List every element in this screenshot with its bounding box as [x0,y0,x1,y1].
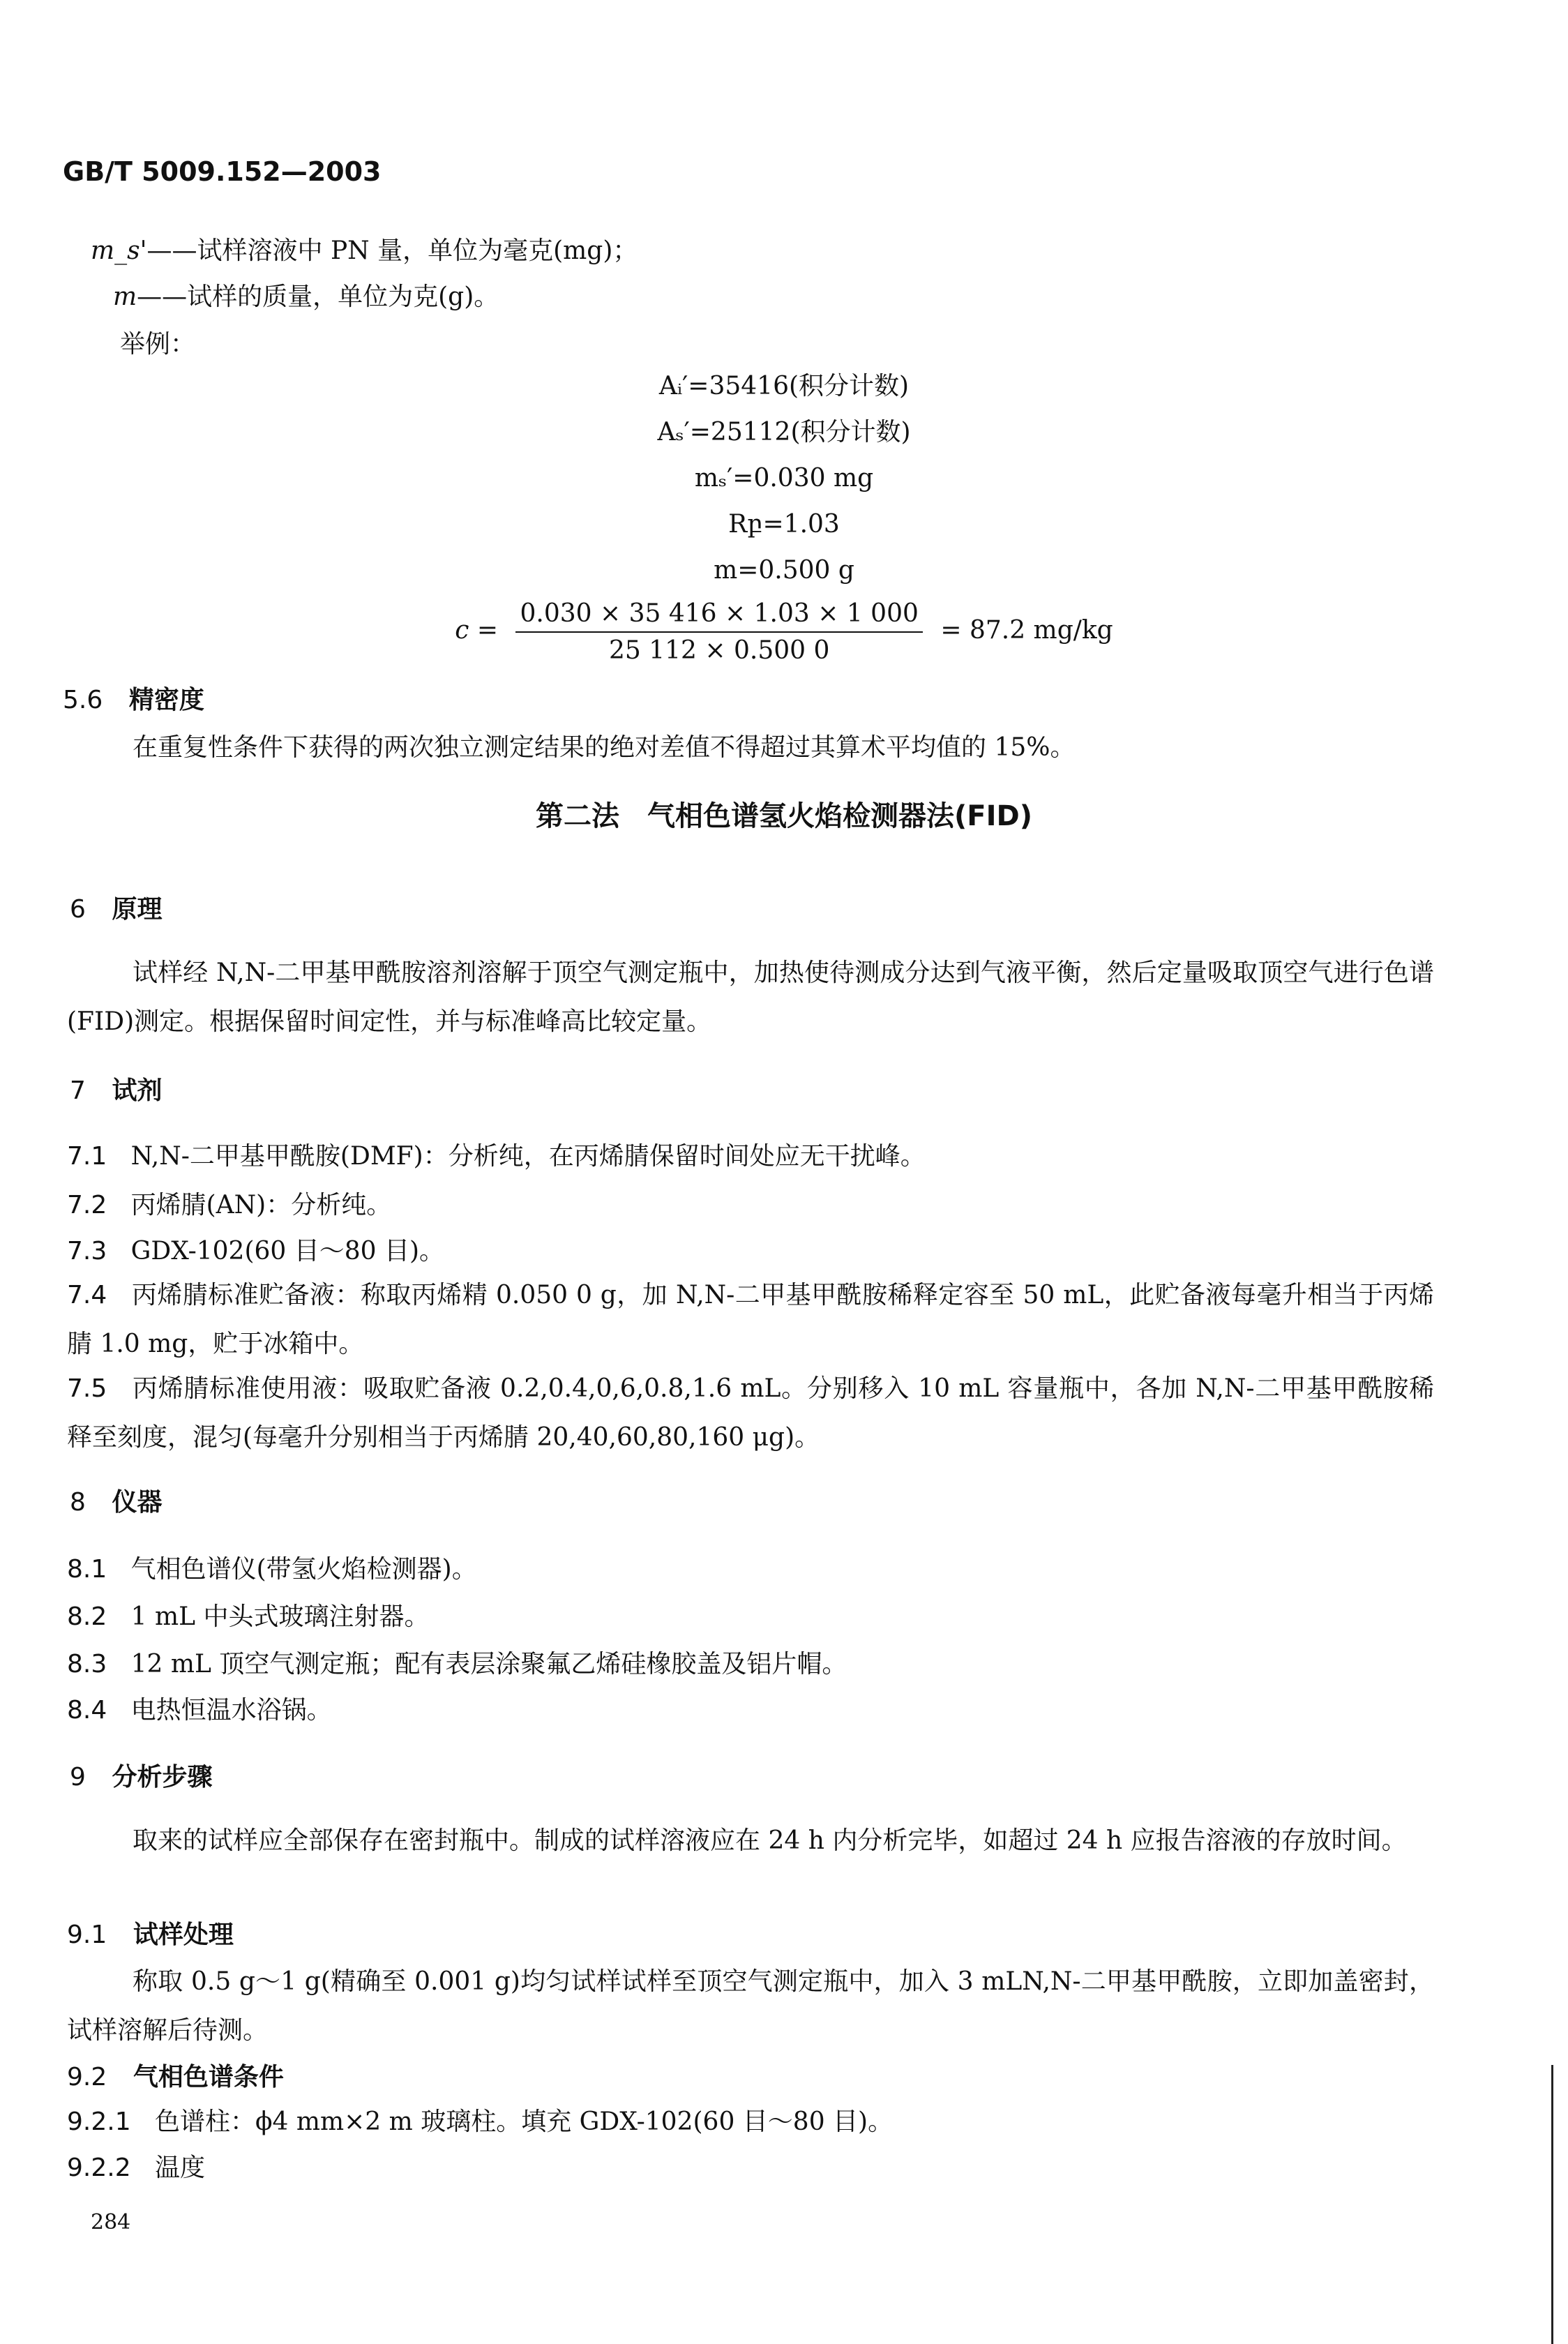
section-7-1 [67,1141,926,1171]
section-number: 7 [70,1076,86,1105]
item-number: 9.2.2 [67,2154,131,2182]
formula-rhs: = 87.2 mg/kg [940,616,1113,645]
section-number: 9.1 [67,1921,107,1949]
section-7-5 [67,1365,1434,1462]
item-text: 温度 [154,2154,205,2182]
section-7-2 [67,1190,391,1220]
section-title: 试剂 [112,1076,163,1105]
section-8-2 [67,1602,429,1632]
section-7-4 [67,1271,1434,1369]
item-number: 7.1 [67,1142,107,1171]
section-7-3 [67,1236,444,1266]
section-9-2-2 [67,2153,205,2183]
formula-fraction [515,599,922,666]
example-line-as: Aₛ′=25112(积分计数) [657,418,911,446]
section-5-6-text: 在重复性条件下获得的两次独立测定结果的绝对差值不得超过其算术平均值的 15%。 [133,733,1076,762]
section-number: 5.6 [63,686,103,714]
section-6-text: 试样经 N,N-二甲基甲酰胺溶剂溶解于顶空气测定瓶中，加热使待测成分达到气液平衡，然后定量吸取顶空气进行色谱(FID)测定。根据保留时间定性，并与标准峰高比较定量。 [67,959,1434,1036]
item-number: 8.4 [67,1696,107,1725]
example-line-ms: mₛ′=0.030 mg [694,464,874,493]
definition-ms [91,236,638,266]
item-text: N,N-二甲基甲酰胺(DMF)：分析纯，在丙烯腈保留时间处应无干扰峰。 [130,1142,926,1171]
item-number: 7.2 [67,1191,107,1219]
definition-text: ——试样的质量，单位为克(g)。 [137,283,499,311]
section-title: 分析步骤 [112,1763,213,1791]
standard-code: GB/T 5009.152—2003 [63,156,382,187]
example-line-ai: Aᵢ′=35416(积分计数) [658,372,910,400]
item-number: 7.3 [67,1237,107,1265]
section-title: 气相色谱条件 [133,2063,284,2091]
item-text: 1 mL 中头式玻璃注射器。 [130,1602,430,1631]
section-6-heading [70,894,163,924]
section-9-1-heading [67,1920,234,1950]
example-formula [0,599,1568,666]
section-title: 试样处理 [133,1921,234,1949]
page-number: 284 [91,2210,131,2234]
section-title: 原理 [112,895,163,924]
section-8-4 [67,1695,332,1725]
item-number: 8.2 [67,1602,107,1631]
section-number: 9 [70,1763,86,1791]
section-9-2-heading [67,2062,284,2092]
section-9-heading [70,1762,213,1792]
section-number: 6 [70,895,86,924]
item-text: 色谱柱：ϕ4 mm×2 m 玻璃柱。填充 GDX-102(60 目～80 目)。 [154,2108,894,2136]
section-9-text: 取来的试样应全部保存在密封瓶中。制成的试样溶液应在 24 h 内分析完毕，如超过 24 h 应报告溶液的存放时间。 [133,1826,1407,1855]
section-9-2-1 [67,2107,893,2137]
section-9-1-text: 称取 0.5 g～1 g(精确至 0.001 g)均匀试样试样至顶空气测定瓶中，加入 3 mLN,N-二甲基甲酰胺，立即加盖密封，试样溶解后待测。 [67,1967,1434,2045]
item-text: 电热恒温水浴锅。 [130,1696,332,1725]
item-text: 丙烯腈标准使用液：吸取贮备液 0.2,0.4,0,6,0.8,1.6 mL。分别移入 10 mL 容量瓶中，各加 N,N-二甲基甲酰胺稀释至刻度，混匀(每毫升分别相当于丙烯腈 20,40,60,80,160 μg)。 [67,1374,1434,1452]
definition-m [113,282,499,312]
item-number: 7.5 [67,1374,107,1403]
section-number: 8 [70,1488,86,1517]
section-5-6-heading [63,685,204,715]
example-line-rf: Rբ=1.03 [728,510,840,539]
section-8-1 [67,1554,477,1584]
item-number: 8.1 [67,1555,107,1584]
item-number: 9.2.1 [67,2108,131,2136]
definition-symbol: m [113,283,137,311]
section-8-3 [67,1649,847,1679]
scan-edge-line [1551,2065,1553,2344]
section-number: 9.2 [67,2063,107,2091]
item-text: 12 mL 顶空气测定瓶；配有表层涂聚氟乙烯硅橡胶盖及铝片帽。 [130,1650,847,1678]
section-8-heading [70,1487,163,1517]
example-label: 举例： [120,330,196,359]
formula-numerator: 0.030 × 35 416 × 1.03 × 1 000 [515,599,922,633]
section-7-heading [70,1076,163,1106]
item-text: 气相色谱仪(带氢火焰检测器)。 [130,1555,477,1584]
item-text: 丙烯腈标准贮备液：称取丙烯精 0.050 0 g，加 N,N-二甲基甲酰胺稀释定容至 50 mL，此贮备液每毫升相当于丙烯腈 1.0 mg，贮于冰箱中。 [67,1281,1434,1358]
definition-symbol: m_s' [91,236,147,265]
item-text: 丙烯腈(AN)：分析纯。 [130,1191,392,1219]
example-line-m: m=0.500 g [714,556,854,585]
formula-denominator: 25 112 × 0.500 0 [608,636,830,666]
item-number: 8.3 [67,1650,107,1678]
definition-text: ——试样溶液中 PN 量，单位为毫克(mg)； [146,236,638,265]
formula-lhs: c = [455,616,499,645]
item-number: 7.4 [67,1281,107,1309]
method-title: 第二法 气相色谱氢火焰检测器法(FID) [536,800,1032,832]
section-title: 精密度 [128,686,204,714]
section-title: 仪器 [112,1488,163,1517]
item-text: GDX-102(60 目～80 目)。 [130,1237,445,1265]
